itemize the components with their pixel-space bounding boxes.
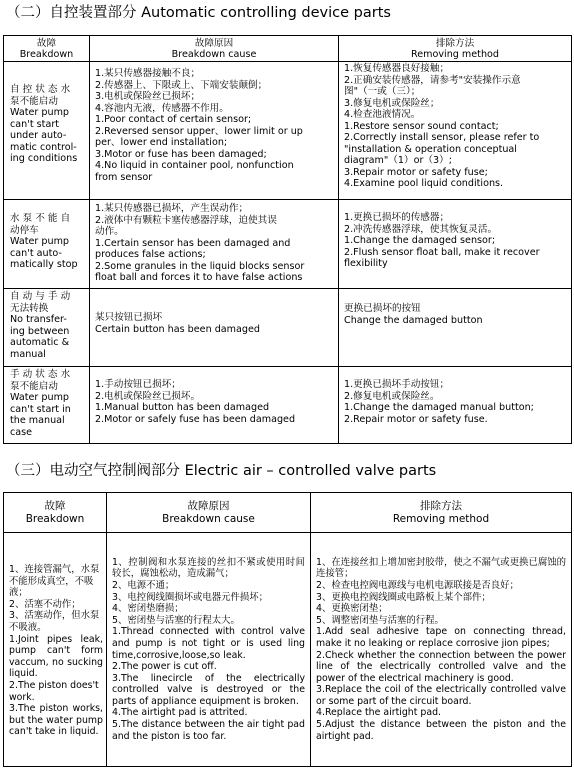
cause-cell <box>90 367 339 444</box>
text-line: 1.恢复传感器良好接触； <box>344 63 450 74</box>
text-line: 3.The piston works, but the water pump can't take in liquid. <box>9 703 103 738</box>
text-line: 水 泵 不 能 自 <box>10 213 71 224</box>
text-line: 2.Correctly install sensor, please refer to <box>344 132 540 143</box>
text-line: produces false actions; <box>95 249 206 260</box>
text-line: float ball and forces it to have false actions <box>95 272 303 283</box>
text-line: 2.液体中有颗粒卡塞传感器浮球，迫使其误 <box>95 214 277 226</box>
text-line: Breakdown <box>19 48 74 60</box>
text-line: 1、在连接丝扣上增加密封胶带，使之不漏气或更换已腐蚀的连接管； <box>316 556 566 580</box>
cause-cell <box>90 62 339 200</box>
text-line: 某只按钮已损坏 <box>95 312 163 323</box>
cause-cell <box>90 200 339 289</box>
text-line: 1.Add seal adhesive tape on connecting thread, make it no leaking or replace corrosive jion pipes; <box>316 626 566 649</box>
text-line: under auto- <box>10 130 67 141</box>
text-line: 图"（一或（三）； <box>344 86 421 97</box>
text-line: No transfer- <box>10 314 67 325</box>
text-line: 1.某只传感器已损坏，产生误动作； <box>95 203 249 214</box>
text-line: Breakdown cause <box>162 512 255 525</box>
text-line: 4.The airtight pad is attrited. <box>112 707 248 719</box>
cause-cell <box>107 533 311 767</box>
text-line: 2.冲洗传感器浮球，使其恢复灵活。 <box>344 223 498 235</box>
breakdown-cell <box>4 200 90 289</box>
text-line: 3.电机或保险丝已损坏； <box>95 91 201 102</box>
text-line: 2.The piston does't work. <box>9 679 99 703</box>
text-line: 1、连接管漏气，水泵不能形成真空，不吸液； <box>9 564 100 599</box>
text-line: 1.手动按钮已损坏； <box>95 379 181 390</box>
text-line: from sensor <box>95 171 153 183</box>
text-line: 3、活塞动作，但水泵不吸液。 <box>9 610 100 634</box>
header-breakdown <box>4 493 107 533</box>
text-line: Removing method <box>411 48 499 60</box>
text-line: 更换已损坏的按钮 <box>344 303 421 314</box>
text-line: 2.传感器上、下限或上、下端安装颠倒； <box>95 79 268 91</box>
text-line: manual <box>10 348 46 360</box>
text-line: 自 动 与 手 动 <box>10 291 71 302</box>
text-line: 2.Flush sensor float ball, make it recover <box>344 246 540 258</box>
text-line: 4.Replace the airtight pad. <box>316 707 442 719</box>
text-line: 5、调整密闭垫与活塞的行程。 <box>316 614 444 626</box>
text-line: 泵不能启动 <box>10 380 58 392</box>
text-line: 5.The distance between the air tight pad and the piston is too far. <box>112 719 305 742</box>
breakdown-cell <box>4 62 90 200</box>
text-line: 1.Thread connected with control valve and pump is not tight or is used ling time,corrosive,loose,so leak. <box>112 626 305 661</box>
text-line: 1.Manual button has been damaged <box>95 402 270 413</box>
text-line: 动停车 <box>10 224 39 236</box>
text-line: can't start <box>10 118 60 130</box>
method-cell <box>339 289 572 367</box>
text-line: 故障 <box>36 37 57 49</box>
cause-cell <box>90 289 339 367</box>
text-line: 2.The power is cut off. <box>112 661 217 673</box>
text-line: 动作。 <box>95 226 124 237</box>
text-line: 1.更换已损坏手动按钮； <box>344 379 450 390</box>
text-line: Breakdown <box>25 512 85 525</box>
text-line: 3.修复电机或保险丝； <box>344 97 440 109</box>
text-line: Water pump <box>10 107 70 118</box>
text-line: 无法转换 <box>10 302 49 314</box>
text-line: 1.某只传感器接触不良； <box>95 68 201 79</box>
breakdown-cell <box>4 367 90 444</box>
text-line: 排除方法 <box>435 37 475 49</box>
text-line: 3.The linecircle of the electrically controlled valve is destroyed or the parts of appliance equipment is broken. <box>112 672 305 707</box>
breakdown-cell <box>4 533 107 767</box>
text-line: can't auto- <box>10 247 62 259</box>
text-line: the manual <box>10 415 65 426</box>
electric-air-valve-table <box>3 492 572 767</box>
text-line: 泵不能启动 <box>10 95 58 107</box>
text-line: 1.更换已损坏的传感器； <box>344 212 450 223</box>
table-row <box>4 367 572 444</box>
table-row <box>4 62 572 200</box>
text-line: 1.Certain sensor has been damaged and <box>95 237 291 249</box>
table-row <box>4 533 572 767</box>
text-line: 3、电控阀线圈损坏或电器元件损坏； <box>112 591 268 603</box>
method-cell <box>339 367 572 444</box>
text-line: 2.正确安装传感器，请参考"安装操作示意 <box>344 74 521 86</box>
text-line: 5、密闭垫与活塞的行程太大。 <box>112 614 240 626</box>
text-line: 故障 <box>44 499 66 512</box>
text-line: 2、活塞不动作； <box>9 598 81 610</box>
text-line: Breakdown cause <box>171 48 257 60</box>
header-breakdown <box>4 36 90 62</box>
text-line: 手 动 状 态 水 <box>10 369 71 380</box>
text-line: 3.Replace the coil of the electrically controlled valve or some part of the circuit board. <box>316 684 566 707</box>
text-line: 2.修复电机或保险丝。 <box>344 390 440 402</box>
text-line: Water pump <box>10 236 70 247</box>
text-line: Change the damaged button <box>344 314 483 326</box>
header-removing-method <box>339 36 572 62</box>
text-line: ing conditions <box>10 153 78 164</box>
text-line: 3、更换电控阀线圈或电路板上某个部件； <box>316 591 491 603</box>
table-row <box>4 200 572 289</box>
text-line: per、lower end installation; <box>95 137 228 148</box>
text-line: Water pump <box>10 392 70 403</box>
text-line: 2.Motor or safely fuse has been damaged <box>95 413 296 425</box>
text-line: can't start in <box>10 403 71 415</box>
table-header-row <box>4 36 572 62</box>
text-line: 1.Change the damaged manual button; <box>344 402 534 413</box>
text-line: matic control- <box>10 141 77 153</box>
text-line: "installation & operation conceptual <box>344 143 517 155</box>
text-line: automatic & <box>10 337 70 348</box>
method-cell <box>311 533 572 767</box>
text-line: 1.Restore sensor sound contact; <box>344 120 499 132</box>
text-line: 2、检查电控阀电源线与电机电源联接是否良好； <box>316 579 519 591</box>
text-line: 3.Motor or fuse has been damaged; <box>95 148 267 160</box>
text-line: 2.Repair motor or safety fuse. <box>344 413 488 425</box>
text-line: 故障原因 <box>187 499 230 512</box>
method-cell <box>339 200 572 289</box>
text-line: 5.Adjust the distance between the piston and the airtight pad. <box>316 719 566 742</box>
text-line: 2.Reversed sensor upper、lower limit or up <box>95 125 303 137</box>
automatic-controlling-table <box>3 35 572 444</box>
text-line: 自 控 状 态 水 <box>10 84 71 95</box>
table-row <box>4 289 572 367</box>
text-line: 2.Check whether the connection between the power line of the electrically controlled valve and the power of the electrical machinery is good. <box>316 649 566 684</box>
text-line: 故障原因 <box>194 37 234 49</box>
text-line: 1.Poor contact of certain sensor; <box>95 114 252 125</box>
text-line: 2、电源不通； <box>112 579 175 591</box>
text-line: 4、密闭垫磨损； <box>112 603 184 615</box>
text-line: flexibility <box>344 258 388 269</box>
text-line: 4.检查池液情况。 <box>344 109 421 120</box>
text-line: 1.Change the damaged sensor; <box>344 235 496 246</box>
section-3-title: （三）电动空气控制阀部分 Electric air – controlled valve parts <box>6 463 437 479</box>
text-line: 排除方法 <box>420 499 462 512</box>
text-line: ing between <box>10 325 70 337</box>
text-line: 4.No liquid in container pool, nonfunction <box>95 160 294 171</box>
text-line: diagram"（1）or（3）; <box>344 155 452 166</box>
text-line: 4.容池内无液，传感器不作用。 <box>95 102 229 114</box>
table-header-row <box>4 493 572 533</box>
text-line: Certain button has been damaged <box>95 323 260 335</box>
text-line: 1.Joint pipes leak, pump can't form vaccum, no sucking liquid. <box>9 633 103 680</box>
text-line: case <box>10 426 33 438</box>
header-breakdown-cause <box>90 36 339 62</box>
section-2-title: （二）自控装置部分 Automatic controlling device parts <box>6 5 391 21</box>
text-line: Removing method <box>392 512 490 525</box>
method-cell <box>339 62 572 200</box>
text-line: 4.Examine pool liquid conditions. <box>344 178 504 189</box>
text-line: 2.Some granules in the liquid blocks sensor <box>95 260 305 272</box>
text-line: 4、更换密闭垫； <box>316 603 388 615</box>
text-line: 2.电机或保险丝已损坏。 <box>95 390 201 402</box>
text-line: 1、控制阀和水泵连接的丝扣不紧或使用时间较长，腐蚀松动，造成漏气； <box>112 556 305 580</box>
text-line: matically stop <box>10 259 78 270</box>
header-breakdown-cause <box>107 493 311 533</box>
text-line: 3.Repair motor or safety fuse; <box>344 166 488 178</box>
breakdown-cell <box>4 289 90 367</box>
header-removing-method <box>311 493 572 533</box>
